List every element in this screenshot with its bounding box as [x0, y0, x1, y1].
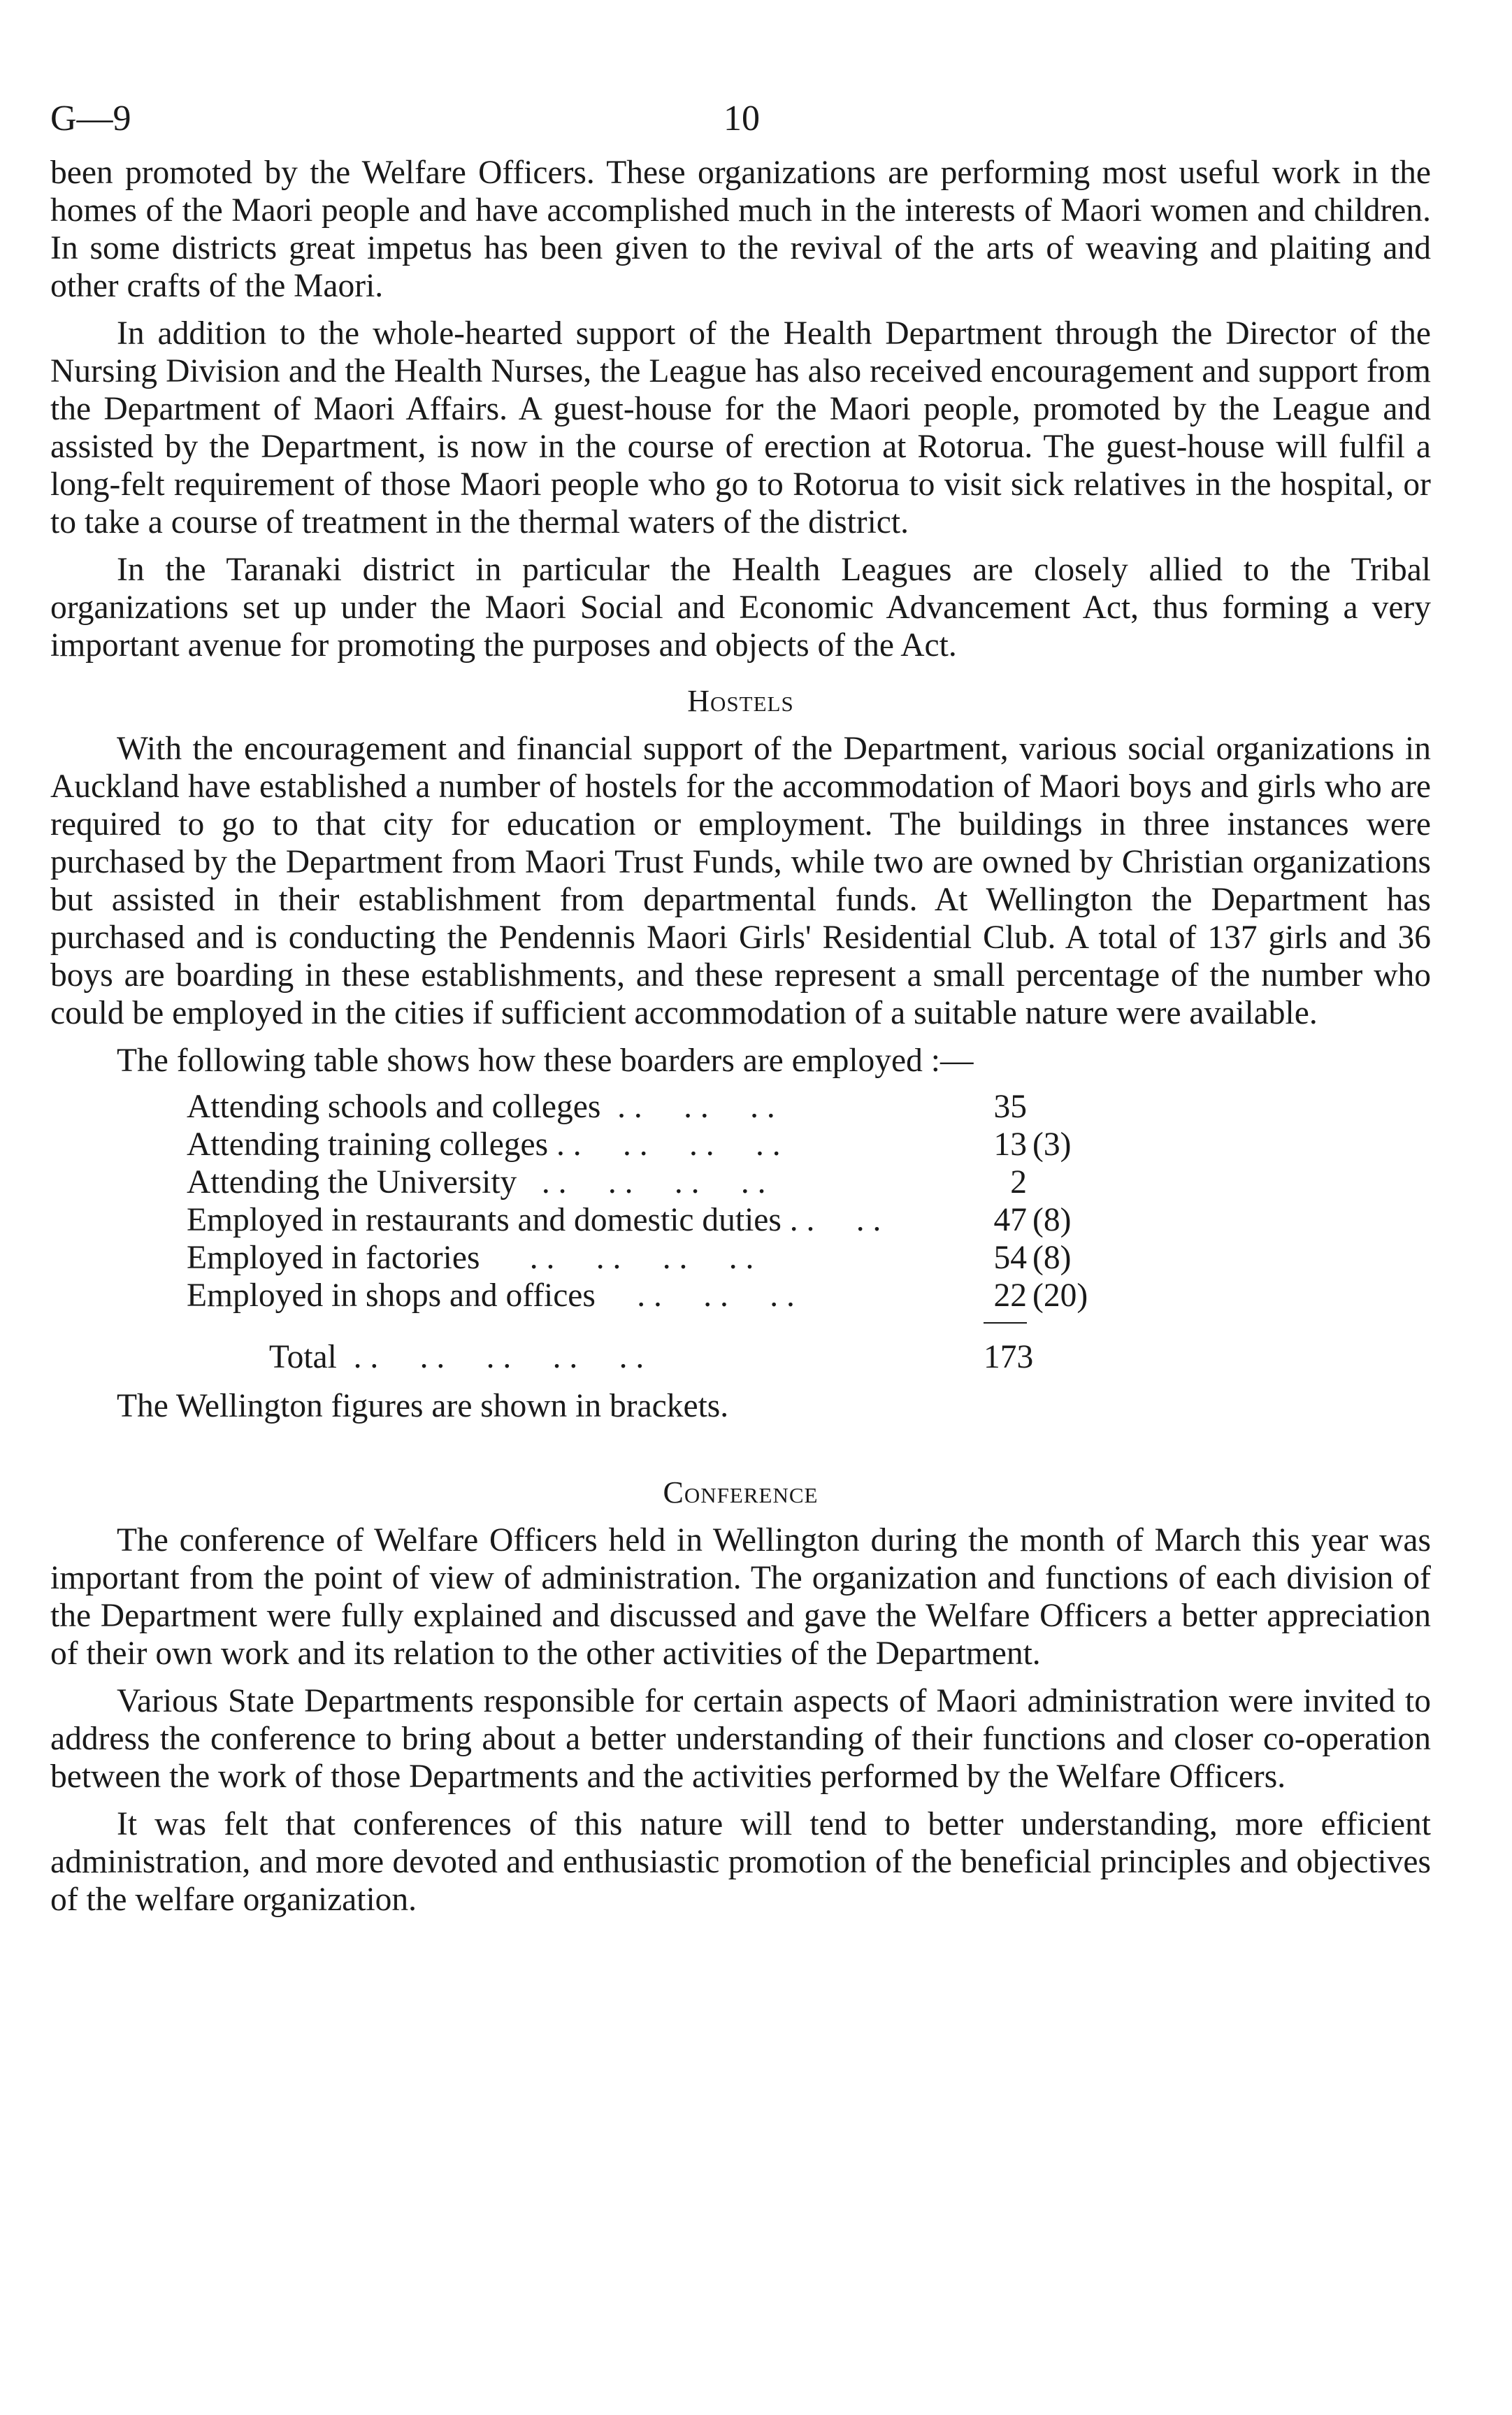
row-wellington-value: (8): [1032, 1240, 1072, 1276]
row-value: 13: [993, 1126, 1027, 1163]
welfare-paragraph-1: been promoted by the Welfare Officers. These organizations are performing most useful work in the homes of the Maori people and have accomplished much in the interests of Maori women and children. In some districts great impetus has been given to the revival of the arts of weaving and plaiting and other crafts of the Maori.: [50, 155, 1431, 304]
hostels-paragraph: With the encouragement and financial support of the Department, various social organizations in Auckland have established a number of hostels for the accommodation of Maori boys and girls who are required to go to that city for education or employment. The buildings in three instances were purchased by the Department from Maori Trust Funds, while two are owned by Christian organizations but assisted in their establishment from departmental funds. At Wellington the Department has purchased and is conducting the Pendennis Maori Girls' Residential Club. A total of 137 girls and 36 boys are boarding in these establishments, and these represent a small percentage of the number who could be employed in the cities if sufficient accommodation of a suitable nature were available.: [50, 731, 1431, 1031]
conference-heading: Conference: [663, 1475, 819, 1510]
dot-leaders: . . . . . . . .: [548, 1126, 781, 1163]
document-page: [50, 91, 1431, 1919]
hostels-heading: Hostels: [687, 684, 794, 718]
row-wellington-value: (20): [1032, 1277, 1088, 1314]
table-row: [187, 1163, 1375, 1201]
row-value: 54: [993, 1240, 1027, 1276]
row-value: 22: [993, 1277, 1027, 1314]
welfare-paragraph-3: In the Taranaki district in particular the Health Leagues are closely allied to the Tribal organizations set up under the Maori Social and Economic Advancement Act, thus forming a very important avenue for promoting the purposes and objects of the Act.: [50, 552, 1431, 664]
table-row: [187, 1201, 1375, 1239]
page-header: [50, 91, 1431, 154]
row-wellington-value: (8): [1032, 1202, 1072, 1238]
table-row: [187, 1239, 1375, 1277]
dot-leaders: . . . . . . . .: [517, 1164, 766, 1201]
page-number: 10: [723, 99, 760, 138]
table-row: [187, 1277, 1375, 1314]
row-label: Employed in factories: [187, 1240, 480, 1276]
row-label: Attending schools and colleges: [187, 1089, 601, 1125]
total-label: Total: [268, 1339, 337, 1375]
welfare-paragraph-2: In addition to the whole-hearted support of the Health Department through the Director of the Nursing Division and the Health Nurses, the League has also received encouragement and support from the Department of Maori Affairs. A guest-house for the Maori people, promoted by the League and assisted by the Department, is now in the course of erection at Rotorua. The guest-house will fulfil a long-felt requirement of those Maori people who go to Rotorua to visit sick relatives in the hospital, or to take a course of treatment in the thermal waters of the district.: [50, 315, 1431, 540]
dot-leaders: . . . . . . . .: [480, 1240, 754, 1276]
row-label: Employed in restaurants and domestic duties: [187, 1202, 782, 1238]
dot-leaders: . . . .: [781, 1202, 881, 1238]
boarders-table: [187, 1088, 1375, 1383]
document-reference: G—9: [50, 99, 131, 138]
table-total-row: [187, 1338, 1375, 1383]
conference-paragraph-1: The conference of Welfare Officers held in Wellington during the month of March this year was important from the point of view of administration. The organization and functions of each division of the Department were fully explained and discussed and gave the Welfare Officers a better appreciation of their own work and its relation to the other activities of the Department.: [50, 1522, 1431, 1672]
total-rule: [984, 1322, 1027, 1324]
row-wellington-value: (3): [1032, 1126, 1072, 1163]
total-value: 173: [984, 1339, 1034, 1375]
table-intro: The following table shows how these boarders are employed :—: [117, 1042, 974, 1079]
dot-leaders: . . . . . .: [600, 1089, 775, 1125]
conference-paragraph-2: Various State Departments responsible for certain aspects of Maori administration were invited to address the conference to bring about a better understanding of their functions and closer co-operation between the work of those Departments and the activities performed by the Welfare Officers.: [50, 1683, 1431, 1795]
table-row: [187, 1126, 1375, 1163]
dot-leaders: . . . . . .: [595, 1277, 795, 1314]
dot-leaders: . . . . . . . . . .: [336, 1339, 645, 1375]
row-value: 47: [993, 1202, 1027, 1238]
wellington-note: The Wellington figures are shown in brackets.: [117, 1388, 729, 1424]
row-label: Attending training colleges: [187, 1126, 549, 1163]
row-label: Attending the University: [187, 1164, 517, 1201]
row-value: 35: [993, 1089, 1027, 1125]
row-label: Employed in shops and offices: [187, 1277, 596, 1314]
table-row: [187, 1088, 1375, 1126]
conference-paragraph-3: It was felt that conferences of this nature will tend to better understanding, more efficient administration, and more devoted and enthusiastic promotion of the beneficial principles and objectives of the welfare organization.: [50, 1806, 1431, 1918]
row-value: 2: [1010, 1164, 1027, 1201]
